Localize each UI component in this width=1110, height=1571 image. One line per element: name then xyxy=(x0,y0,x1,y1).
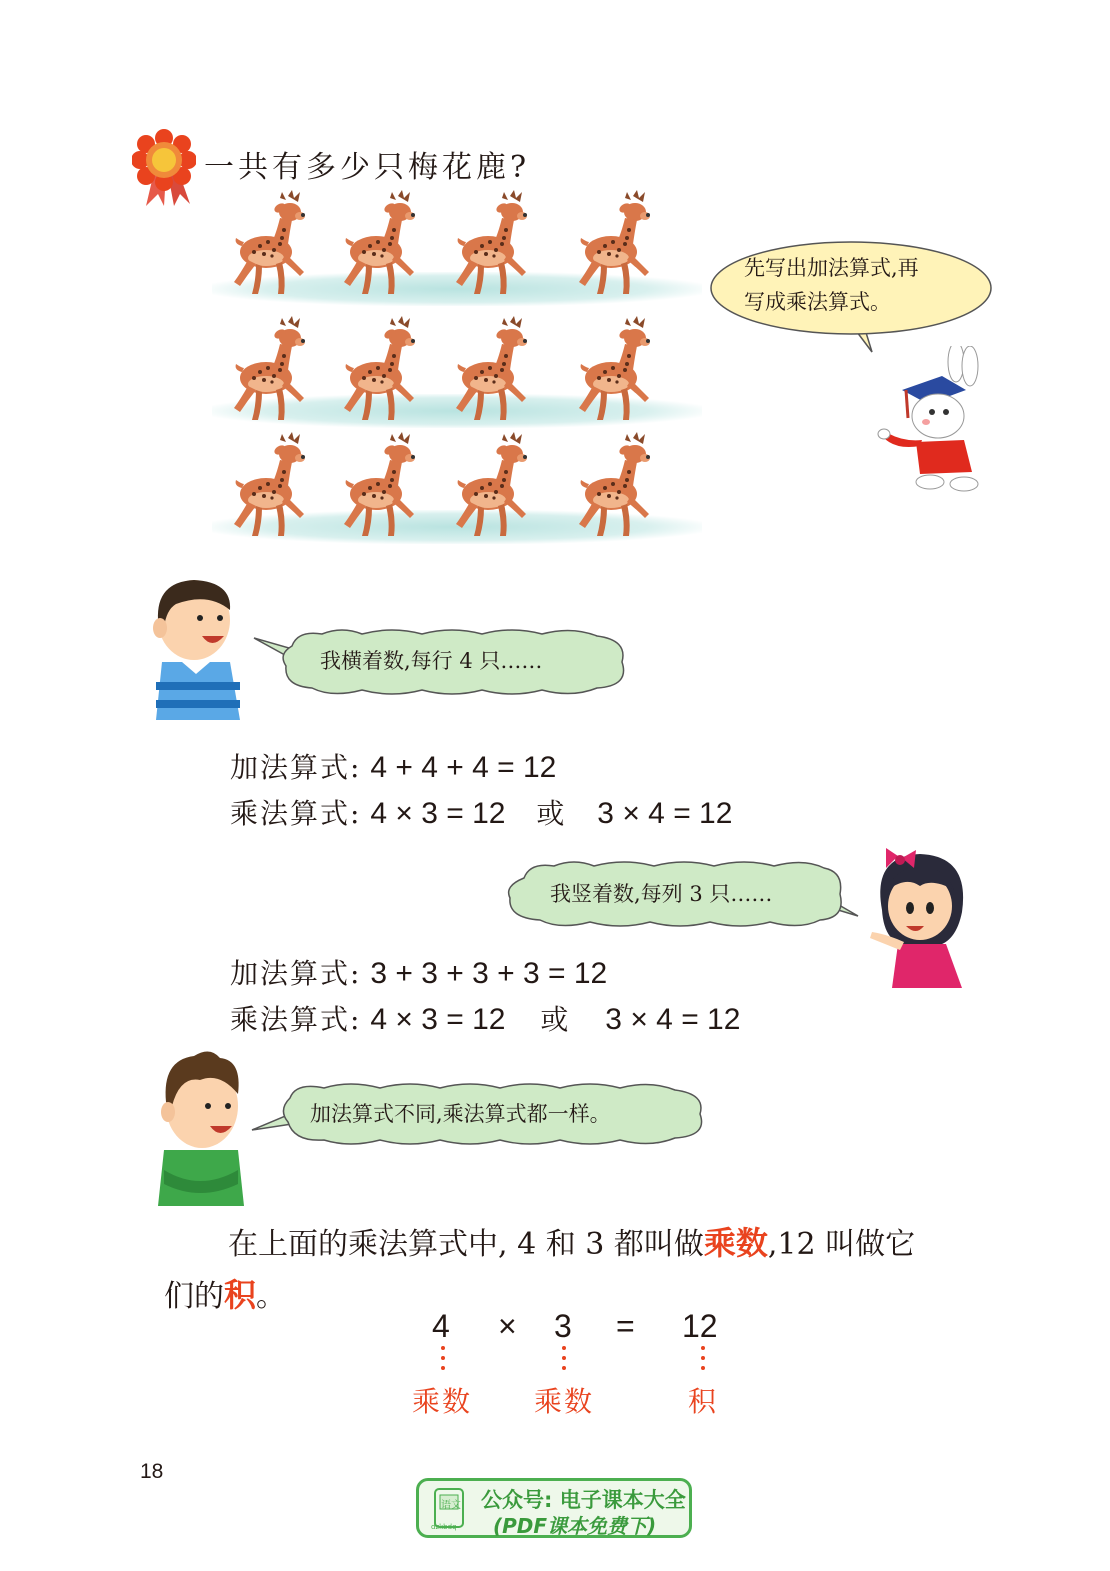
factor-b: 3 xyxy=(554,1308,572,1344)
watermark-icon-label: 语文 xyxy=(441,1500,461,1511)
add-expression: 3 + 3 + 3 + 3 = 12 xyxy=(370,957,608,990)
deer-icon xyxy=(575,316,657,424)
paragraph-text-2: ,12 叫做它 xyxy=(767,1227,916,1262)
add-label: 加法算式: xyxy=(230,957,362,990)
page-number: 18 xyxy=(140,1460,164,1483)
deer-icon xyxy=(575,190,657,298)
or-word: 或 xyxy=(540,1003,571,1036)
girl-illustration xyxy=(866,846,978,992)
question-title: 一共有多少只梅花鹿? xyxy=(204,150,531,185)
term-product: 积 xyxy=(224,1277,257,1313)
label-multiplier-a: 乘数 xyxy=(412,1385,473,1418)
mul-expression-2: 3 × 4 = 12 xyxy=(597,797,733,830)
watermark-line2: (PDF课本免费下) xyxy=(493,1514,657,1538)
deer-icon xyxy=(452,316,534,424)
factor-a: 4 xyxy=(432,1308,450,1344)
boy1-bubble-text: 我横着数,每行 4 只…… xyxy=(320,649,543,673)
col-add-formula xyxy=(230,952,607,992)
dotted-connector xyxy=(441,1346,447,1376)
times-sign: × xyxy=(498,1308,517,1344)
deer-icon xyxy=(230,190,312,298)
deer-icon xyxy=(452,432,534,540)
deer-icon xyxy=(340,190,422,298)
boy2-bubble-text: 加法算式不同,乘法算式都一样。 xyxy=(310,1102,611,1126)
label-product: 积 xyxy=(688,1385,719,1418)
definition-paragraph xyxy=(164,1218,984,1322)
rosette-icon xyxy=(132,128,196,208)
mul-label: 乘法算式: xyxy=(230,797,362,830)
deer-icon xyxy=(340,316,422,424)
girl-bubble-text: 我竖着数,每列 3 只…… xyxy=(550,882,773,906)
deer-icon xyxy=(230,432,312,540)
rabbit-teacher-illustration xyxy=(876,346,992,494)
deer-icon xyxy=(575,432,657,540)
dotted-connector xyxy=(562,1346,568,1376)
term-multiplier: 乘数 xyxy=(703,1225,768,1261)
deer-icon xyxy=(230,316,312,424)
mul-expression-2: 3 × 4 = 12 xyxy=(605,1003,741,1036)
paragraph-text-3: 们的 xyxy=(164,1279,224,1314)
watermark-badge xyxy=(416,1478,692,1538)
paragraph-text-4: 。 xyxy=(256,1279,287,1314)
add-label: 加法算式: xyxy=(230,751,362,784)
paragraph-text-1: 在上面的乘法算式中, 4 和 3 都叫做 xyxy=(228,1227,704,1262)
mul-expression-1: 4 × 3 = 12 xyxy=(370,1003,506,1036)
mul-expression-1: 4 × 3 = 12 xyxy=(370,797,506,830)
mul-label: 乘法算式: xyxy=(230,1003,362,1036)
row-add-formula xyxy=(230,746,556,786)
deer-icon xyxy=(452,190,534,298)
add-expression: 4 + 4 + 4 = 12 xyxy=(370,751,557,784)
deer-icon xyxy=(340,432,422,540)
rabbit-bubble-line2: 写成乘法算式。 xyxy=(744,290,891,314)
col-mul-formula xyxy=(230,998,740,1038)
row-mul-formula xyxy=(230,792,732,832)
label-multiplier-b: 乘数 xyxy=(534,1385,595,1418)
boy-blue-shirt-illustration xyxy=(146,574,250,734)
or-word: 或 xyxy=(536,797,567,830)
watermark-tiny-text: dzkbdq xyxy=(431,1523,457,1531)
boy-green-shirt-illustration xyxy=(150,1046,250,1210)
product-value: 12 xyxy=(682,1308,718,1344)
equals-sign: = xyxy=(616,1308,635,1344)
rabbit-bubble-line1: 先写出加法算式,再 xyxy=(744,256,919,280)
watermark-line1: 公众号: 电子课本大全 xyxy=(481,1488,686,1512)
dotted-connector xyxy=(701,1346,707,1376)
